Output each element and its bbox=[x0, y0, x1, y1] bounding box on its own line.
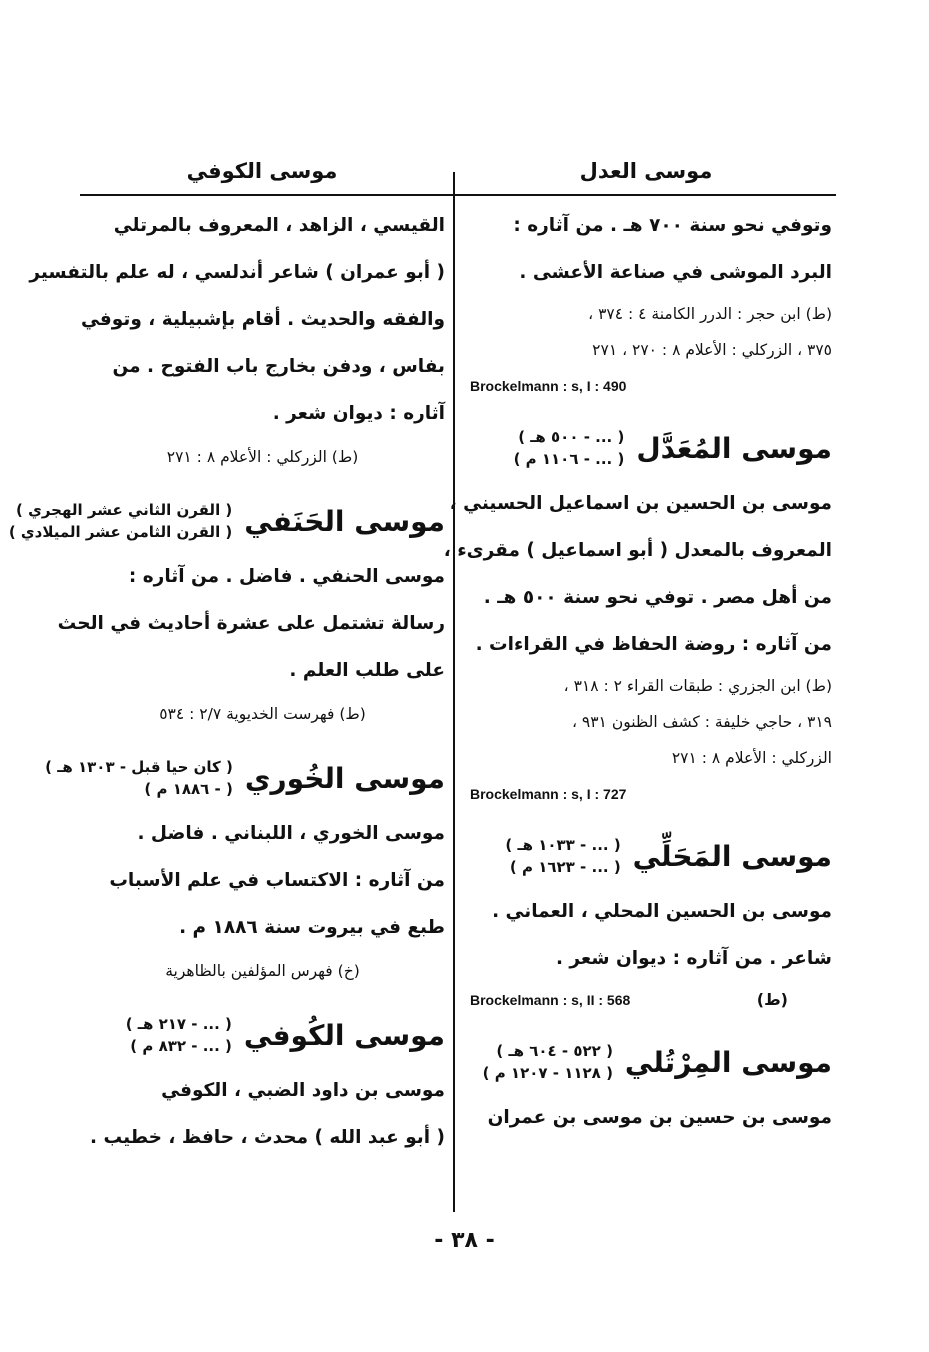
continued-entry bbox=[29, 202, 445, 477]
source-reference: (ط) فهرست الخديوية ٢/٧ : ٥٣٤ bbox=[159, 705, 366, 723]
brockelmann-reference-row bbox=[470, 982, 832, 1018]
text-line: رسالة تشتمل على عشرة أحاديث في الحث bbox=[57, 613, 445, 634]
running-header-left: موسى الكوفي bbox=[186, 159, 338, 183]
hijri-date: ( ... - ١٠٣٣ هـ ) bbox=[505, 836, 621, 854]
text-line: المعروف بالمعدل ( أبو اسماعيل ) مقرىء ، bbox=[443, 540, 832, 561]
gregorian-date: ( ... - ٨٣٢ م ) bbox=[130, 1037, 232, 1055]
entry-heading: موسى الحَنَفي bbox=[244, 504, 445, 538]
text-line: بفاس ، ودفن بخارج باب الفتوح . من bbox=[112, 356, 445, 377]
text-line: آثاره : ديوان شعر . bbox=[272, 403, 445, 424]
column-divider bbox=[453, 172, 455, 1212]
hijri-date: ( ٥٢٢ - ٦٠٤ هـ ) bbox=[496, 1042, 613, 1060]
entry-dates bbox=[483, 1040, 613, 1084]
running-header-right: موسى العدل bbox=[579, 159, 713, 183]
page-number: - ٣٨ - bbox=[434, 1228, 495, 1253]
gregorian-date: ( القرن الثامن عشر الميلادي ) bbox=[8, 523, 233, 541]
entry-dates bbox=[514, 426, 625, 470]
right-column bbox=[443, 202, 832, 1141]
entry-dates bbox=[9, 499, 232, 543]
brockelmann-reference: Brockelmann : s, I : 490 bbox=[470, 378, 627, 394]
text-line: وتوفي نحو سنة ٧٠٠ هـ . من آثاره : bbox=[513, 215, 832, 236]
gregorian-date: ( ١١٢٨ - ١٢٠٧ م ) bbox=[482, 1064, 613, 1082]
text-line: على طلب العلم . bbox=[289, 660, 445, 681]
text-line: موسى بن الحسين المحلي ، العماني . bbox=[492, 901, 832, 922]
entry-heading: موسى المَحَلِّي bbox=[632, 839, 832, 873]
source-reference: (ط) الزركلي : الأعلام ٨ : ٢٧١ bbox=[166, 448, 359, 466]
source-reference: ٣١٩ ، حاجي خليفة : كشف الظنون ٩٣١ ، bbox=[571, 713, 832, 731]
entry-dates bbox=[126, 1013, 232, 1057]
entry-dates bbox=[505, 834, 620, 878]
hijri-date: ( القرن الثاني عشر الهجري ) bbox=[16, 501, 233, 519]
left-column bbox=[8, 202, 445, 1161]
entry-heading: موسى الكُوفي bbox=[243, 1018, 445, 1052]
brockelmann-reference: Brockelmann : s, II : 568 bbox=[470, 992, 631, 1008]
source-reference: (ط) ابن الجزري : طبقات القراء ٢ : ٣١٨ ، bbox=[563, 677, 832, 695]
text-line: موسى بن داود الضبي ، الكوفي bbox=[161, 1080, 445, 1101]
entry-mahalli bbox=[470, 834, 832, 1018]
source-mark: (ط) bbox=[756, 990, 788, 1009]
hijri-date: ( كان حيا قبل - ١٣٠٣ هـ ) bbox=[45, 758, 233, 776]
text-line: طبع في بيروت سنة ١٨٨٦ م . bbox=[179, 917, 445, 938]
text-line: القيسي ، الزاهد ، المعروف بالمرتلي bbox=[113, 215, 445, 236]
entry-hanafi bbox=[8, 499, 445, 734]
gregorian-date: ( ... - ١١٠٦ م ) bbox=[513, 450, 625, 468]
text-line: من آثاره : روضة الحفاظ في القراءات . bbox=[475, 634, 832, 655]
text-line: موسى الحنفي . فاضل . من آثاره : bbox=[128, 566, 445, 587]
text-line: ( أبو عبد الله ) محدث ، حافظ ، خطيب . bbox=[90, 1127, 445, 1148]
entry-dates bbox=[45, 756, 233, 800]
entry-mirtuli bbox=[470, 1040, 832, 1141]
text-line: من آثاره : الاكتساب في علم الأسباب bbox=[109, 870, 445, 891]
text-line: من أهل مصر . توفي نحو سنة ٥٠٠ هـ . bbox=[483, 587, 832, 608]
source-reference: (خ) فهرس المؤلفين بالظاهرية bbox=[165, 962, 360, 980]
source-reference: (ط) ابن حجر : الدرر الكامنة ٤ : ٣٧٤ ، bbox=[588, 305, 832, 323]
text-line: موسى بن حسين بن موسى بن عمران bbox=[487, 1107, 832, 1128]
entry-heading: موسى المِرْتُلي bbox=[624, 1045, 832, 1079]
text-line: شاعر . من آثاره : ديوان شعر . bbox=[555, 948, 832, 969]
entry-heading: موسى المُعَدَّل bbox=[636, 431, 832, 465]
gregorian-date: ( ... - ١٦٢٣ م ) bbox=[509, 858, 621, 876]
header-rule bbox=[80, 194, 836, 196]
continued-entry bbox=[470, 202, 832, 404]
hijri-date: ( ... - ٥٠٠ هـ ) bbox=[518, 428, 625, 446]
source-reference: الزركلي : الأعلام ٨ : ٢٧١ bbox=[671, 749, 832, 767]
gregorian-date: ( - ١٨٨٦ م ) bbox=[144, 780, 233, 798]
hijri-date: ( ... - ٢١٧ هـ ) bbox=[125, 1015, 232, 1033]
text-line: البرد الموشى في صناعة الأعشى . bbox=[519, 262, 832, 283]
text-line: ( أبو عمران ) شاعر أندلسي ، له علم بالتفسير bbox=[29, 262, 445, 283]
entry-heading: موسى الخُوري bbox=[244, 761, 445, 795]
entry-kufi bbox=[80, 1013, 445, 1161]
entry-mu-addal bbox=[443, 426, 832, 812]
brockelmann-reference: Brockelmann : s, I : 727 bbox=[470, 786, 627, 802]
text-line: موسى الخوري ، اللبناني . فاضل . bbox=[137, 823, 445, 844]
text-line: موسى بن الحسين بن اسماعيل الحسيني ، bbox=[449, 493, 832, 514]
entry-khuri bbox=[45, 756, 445, 991]
text-line: والفقه والحديث . أقام بإشبيلية ، وتوفي bbox=[80, 309, 445, 330]
source-reference: ٣٧٥ ، الزركلي : الأعلام ٨ : ٢٧٠ ، ٢٧١ bbox=[592, 341, 832, 359]
